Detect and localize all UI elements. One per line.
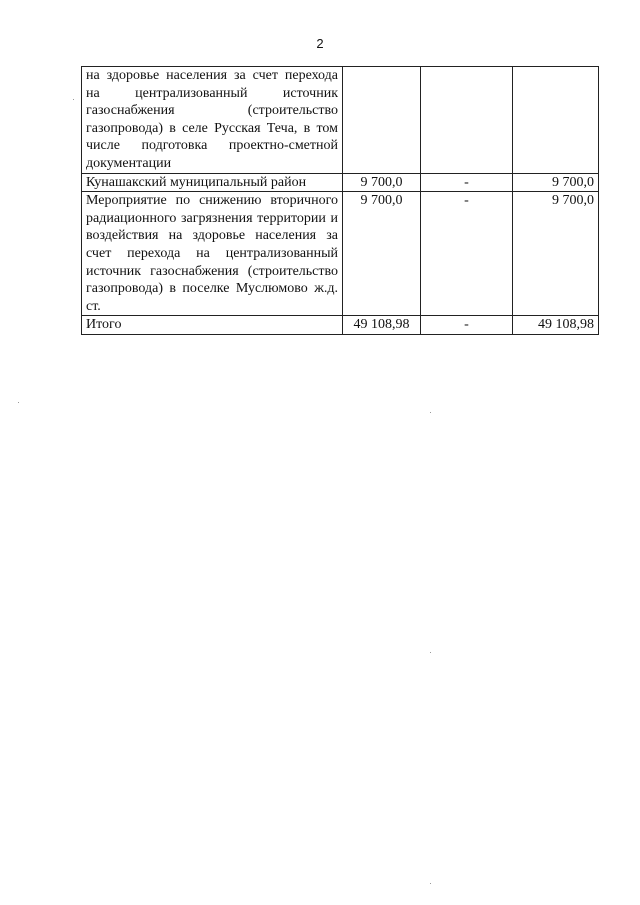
page-number: 2 <box>316 36 324 51</box>
amount-cell: 9 700,0 <box>513 192 599 316</box>
total-amount-cell: - <box>421 316 513 335</box>
total-amount-cell: 49 108,98 <box>343 316 421 335</box>
amount-cell: 9 700,0 <box>343 192 421 316</box>
amount-cell <box>421 67 513 174</box>
amount-cell: 9 700,0 <box>343 173 421 192</box>
total-label-cell: Итого <box>82 316 343 335</box>
table-row <box>82 67 599 174</box>
amount-cell: - <box>421 173 513 192</box>
amount-cell <box>513 67 599 174</box>
table-row <box>82 192 599 316</box>
measure-name-cell: на здоровье населения за счет перехода на централизованный источник газоснабжения (строительство газопровода) в селе Русская Теча, в том числе подготовка проектно-сметной документации <box>82 67 343 174</box>
total-amount-cell: 49 108,98 <box>513 316 599 335</box>
table-row <box>82 173 599 192</box>
scan-speck <box>430 412 431 413</box>
amount-cell <box>343 67 421 174</box>
scan-speck <box>18 402 19 403</box>
scan-speck <box>430 652 431 653</box>
measure-name-cell: Мероприятие по снижению вторичного радиационного загрязнения территории и воздействия на здоровье населения за счет перехода на централизованный источник газоснабжения (строительство газопровода) в поселке Муслюмово ж.д. ст. <box>82 192 343 316</box>
table-row <box>82 316 599 335</box>
district-name-cell: Кунашакский муниципальный район <box>82 173 343 192</box>
scan-speck <box>430 883 431 884</box>
budget-table <box>81 66 599 335</box>
amount-cell: - <box>421 192 513 316</box>
scan-speck <box>73 99 74 100</box>
amount-cell: 9 700,0 <box>513 173 599 192</box>
